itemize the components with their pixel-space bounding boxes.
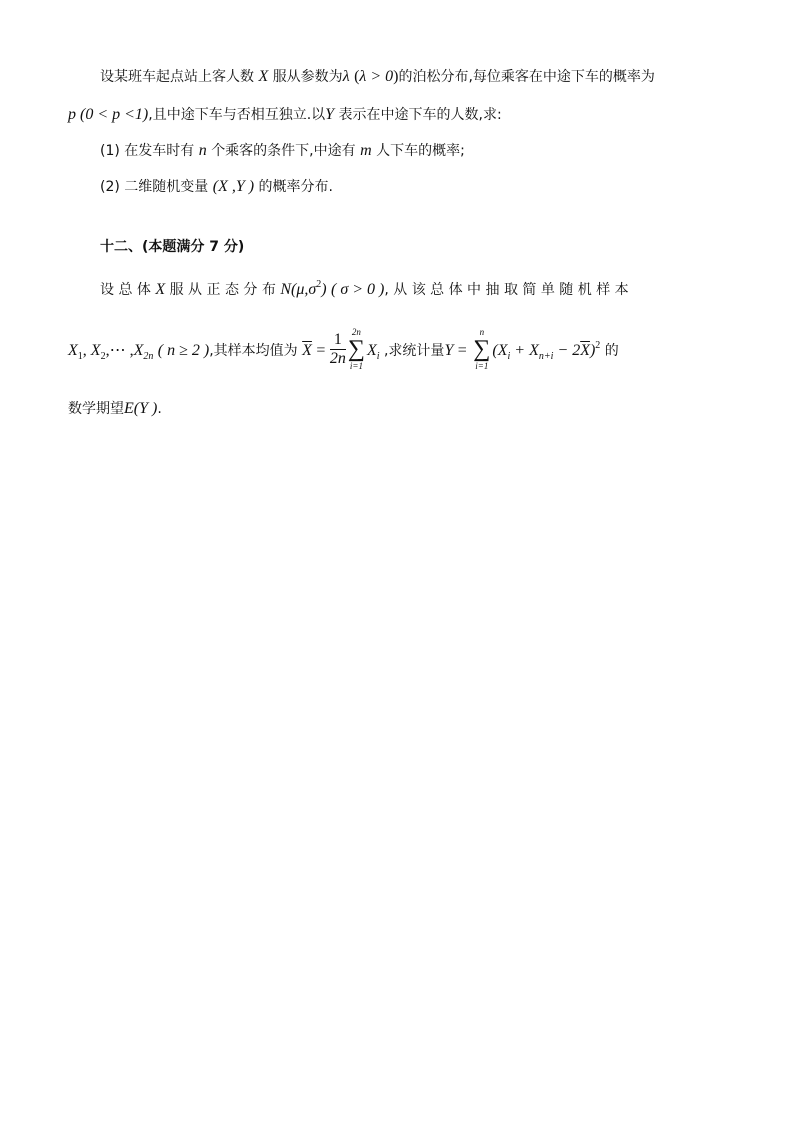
var-xi: X [366, 342, 377, 359]
problem11-question1 [100, 140, 768, 162]
text-segment: 表示在中途下车的人数,求: [338, 107, 502, 123]
text-segment: 的泊松分布,每位乘客在中途下车的概率为 [398, 69, 655, 85]
text-segment: 的概率分布. [258, 179, 333, 195]
sum-lower: i=1 [475, 361, 489, 371]
sum-upper: 2n [351, 327, 361, 337]
text-segment: 数学期望 [68, 401, 124, 417]
problem11-line1: 设某班车起点站上客人数 X 服从参数为λ (λ > 0)的泊松分布,每位乘客在中途下车的概率为 [100, 68, 655, 85]
equals: = [457, 342, 467, 359]
sample-mean: $\overline{X}$ [302, 342, 312, 359]
lambda-condition: λ > 0 [359, 68, 394, 85]
sample-x1: X [68, 342, 78, 359]
text-segment: 服 从 正 态 分 布 [169, 282, 276, 298]
problem12-line2: $X_1$, $X_2,\cdots$ $,X_{2n}$ ( n ≥ 2 ),其样本均值为 $\overline{X}$ = $\frac{1}{2n}$ 2n ∑ i=1 $X_i$ ,求统计量Y = n ∑ i=1 $(X_i + X_{n+i} - 2\overline{X})^2$ 的 [68, 327, 619, 371]
var-lambda: λ [342, 68, 350, 85]
sum-lower: i=1 [349, 361, 363, 371]
normal-dist: N(μ,σ [280, 281, 317, 298]
text-segment: 个乘客的条件下,中途有 [211, 143, 356, 159]
text-segment: (2) 二维随机变量 [100, 179, 209, 195]
text-segment: ,其样本均值为 [209, 343, 298, 359]
expr-minus: − 2 [553, 342, 581, 359]
problem12-line3 [68, 398, 736, 420]
expr-plus: + X [510, 342, 539, 359]
p-condition: p (0 < p <1) [68, 106, 149, 123]
var-x: X [258, 68, 269, 85]
normal-dist-close: ) [321, 281, 327, 298]
fraction-numerator: 1 [330, 331, 346, 350]
var-pair: (X ,Y ) [212, 178, 255, 195]
sample-x2: X [90, 342, 101, 359]
text-segment: ,且中途下车与否相互独立.以 [148, 107, 326, 123]
text-segment: 服从参数为 [272, 69, 343, 85]
ellipsis: ,⋯ , [105, 342, 134, 359]
period: . [157, 401, 162, 417]
sample-x2n: X [133, 342, 144, 359]
text-segment: 设某班车起点站上客人数 [100, 69, 254, 85]
text-segment: 设 总 体 [100, 282, 151, 298]
text-segment: ,求统计量 [383, 343, 445, 359]
n-condition: ( n ≥ 2 ) [157, 342, 210, 359]
fraction-1-over-2n [330, 331, 346, 368]
problem11-question2 [100, 176, 768, 198]
summation-2: n ∑ i=1 [473, 327, 491, 371]
var-n: n [198, 142, 207, 159]
var-x: X [155, 281, 166, 298]
equals: = [316, 342, 326, 359]
text-segment: 人下车的概率; [376, 143, 465, 159]
var-y: Y [325, 106, 335, 123]
problem11-line2 [68, 104, 736, 126]
expectation: E(Y ) [124, 400, 158, 417]
problem12-heading [100, 236, 768, 258]
text-segment: , 从 该 总 体 中 抽 取 简 单 随 机 样 本 [384, 282, 629, 298]
text-segment: 的 [604, 343, 619, 359]
sigma-condition: ( σ > 0 ) [331, 281, 385, 298]
expr-close: ) [589, 342, 596, 359]
fraction-denominator: 2n [329, 349, 346, 367]
expr-open: (X [492, 342, 508, 359]
problem12-line1: 设 总 体 X 服 从 正 态 分 布 $N(\mu,\sigma^2)$ ( σ > 0 ), 从 该 总 体 中 抽 取 简 单 随 机 样 本 [100, 279, 629, 298]
sum-upper: n [479, 327, 485, 337]
var-m: m [360, 142, 372, 159]
text-segment: (1) 在发车时有 [100, 143, 195, 159]
summation-1: 2n ∑ i=1 [347, 327, 365, 371]
sample-mean: $\overline{X}$ [580, 342, 590, 359]
heading-text: 十二、(本题满分 7 分) [100, 239, 245, 255]
var-y: Y [444, 342, 454, 359]
